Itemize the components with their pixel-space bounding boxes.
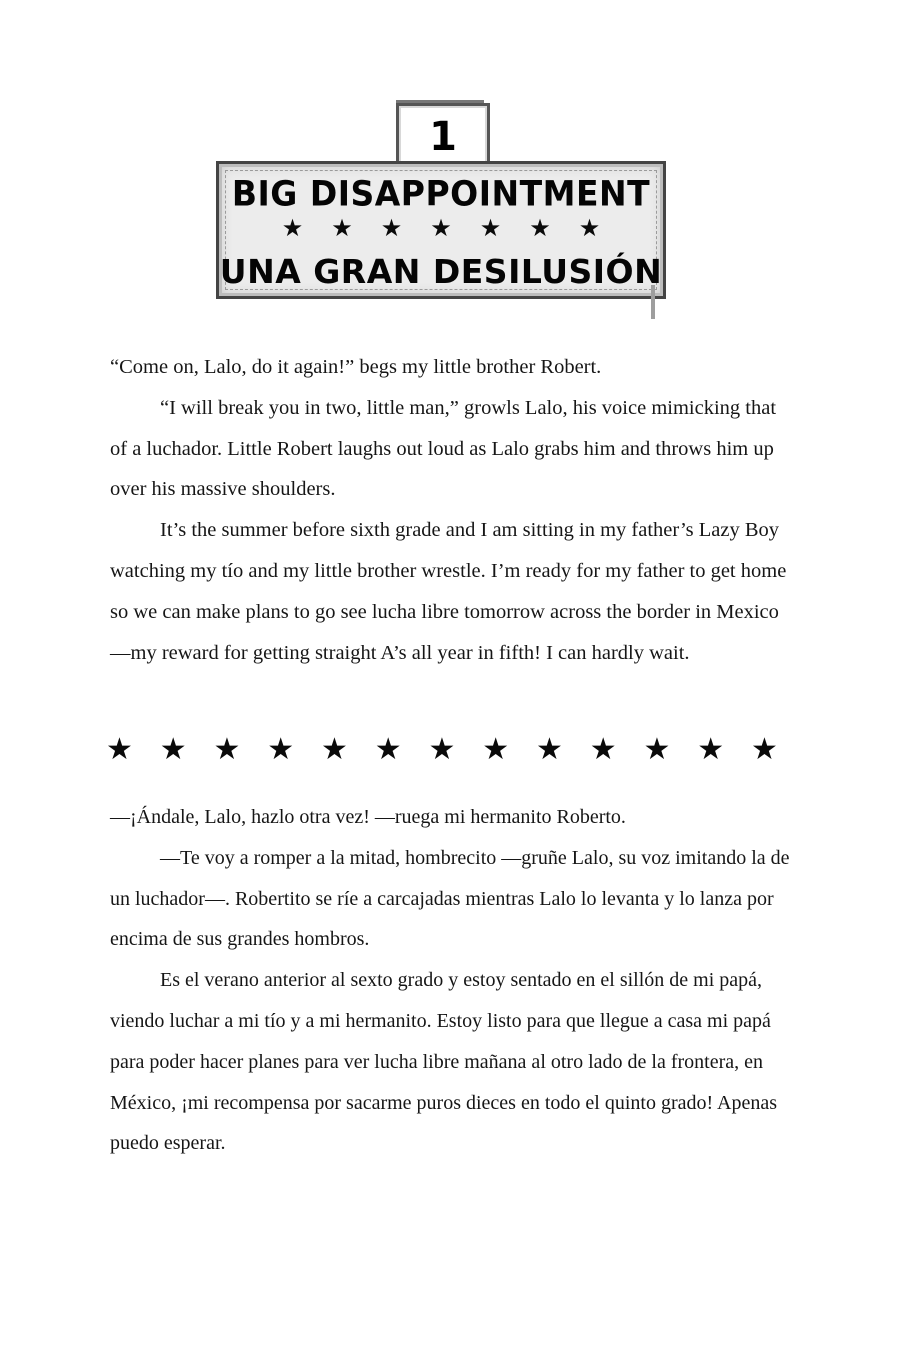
star-icon: ★ (428, 732, 456, 767)
star-icon: ★ (159, 732, 187, 767)
english-text (110, 347, 790, 673)
star-icon: ★ (751, 732, 778, 767)
star-icon: ★ (536, 732, 563, 767)
star-icon: ★ (331, 214, 353, 242)
chapter-title-spanish: UNA GRAN DESILUSIÓN (219, 252, 663, 291)
star-icon: ★ (430, 214, 452, 242)
star-icon: ★ (578, 214, 601, 242)
chapter-title-english: BIG DISAPPOINTMENT (231, 173, 651, 214)
english-paragraph: “I will break you in two, little man,” growls Lalo, his voice mimicking that of a luchador. Little Robert laughs out loud as Lalo grabs him and throws him up over his massive shoulders. (110, 396, 777, 501)
star-icon: ★ (697, 732, 725, 767)
chapter-header (0, 0, 900, 330)
title-star-row (219, 216, 663, 242)
star-divider (106, 732, 778, 768)
english-paragraph: “Come on, Lalo, do it again!” begs my little brother Robert. (110, 356, 602, 378)
star-icon: ★ (213, 732, 241, 767)
spanish-text (110, 797, 790, 1164)
chapter-number: 1 (429, 114, 457, 160)
star-icon: ★ (267, 732, 295, 767)
star-icon: ★ (374, 732, 402, 767)
star-icon: ★ (589, 732, 617, 767)
star-icon: ★ (281, 214, 304, 242)
english-paragraph: It’s the summer before sixth grade and I am sitting in my father’s Lazy Boy watching my tío and my little brother wrestle. I’m ready for my father to get home so we can make plans to go see lucha libre tomorrow across the border in Mexico—my reward for getting straight A’s all year in fifth! I can hardly wait. (110, 519, 787, 664)
star-icon: ★ (321, 732, 348, 767)
spanish-paragraph: —Te voy a romper a la mitad, hombrecito —gruñe Lalo, su voz imitando la de un luchador—. Robertito se ríe a carcajadas mientras Lalo lo levanta y lo lanza por encima de sus grandes hombros. (110, 846, 790, 951)
star-icon: ★ (479, 214, 502, 242)
chapter-title-marquee (216, 161, 666, 299)
star-icon: ★ (482, 732, 510, 767)
star-icon: ★ (529, 214, 551, 242)
star-icon: ★ (643, 732, 671, 767)
spanish-paragraph: —¡Ándale, Lalo, hazlo otra vez! —ruega mi hermanito Roberto. (110, 806, 626, 828)
chapter-number-box (396, 103, 490, 168)
star-icon: ★ (106, 732, 133, 767)
spanish-paragraph: Es el verano anterior al sexto grado y estoy sentado en el sillón de mi papá, viendo luchar a mi tío y a mi hermanito. Estoy listo para que llegue a casa mi papá para poder hacer planes para ver lucha libre mañana al otro lado de la frontera, en México, ¡mi recompensa por sacarme puros dieces en todo el quinto grado! Apenas puedo esperar. (110, 969, 778, 1155)
star-icon: ★ (380, 214, 403, 242)
